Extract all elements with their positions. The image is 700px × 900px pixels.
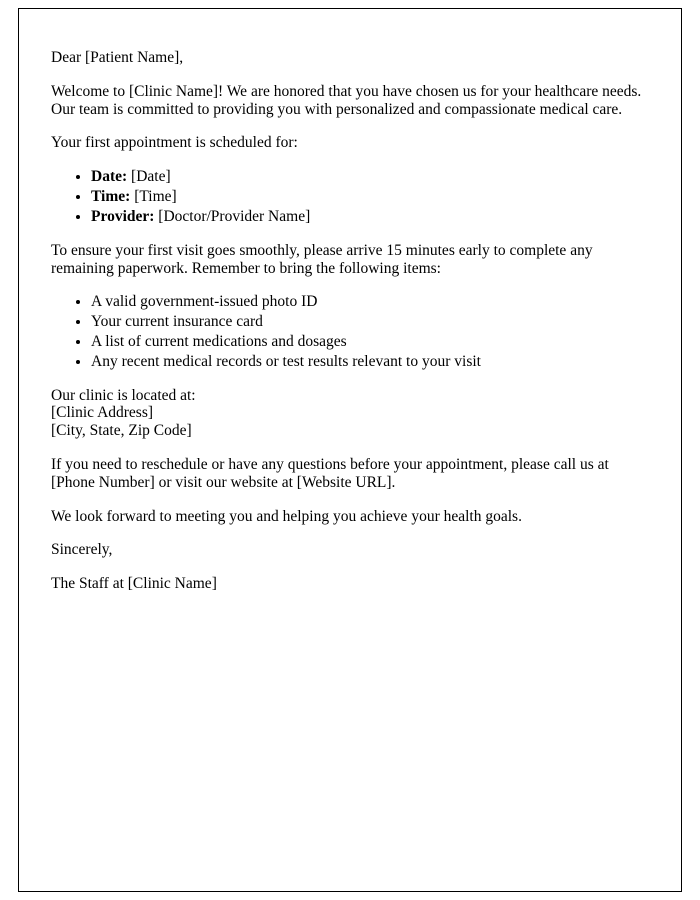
- appointment-time-item: [91, 188, 649, 206]
- items-to-bring-list: [51, 293, 649, 370]
- letter-salutation: Dear [Patient Name],: [51, 49, 184, 66]
- item-medications-list: • A list of current medications and dosages: [91, 333, 649, 351]
- appointment-intro: Your first appointment is scheduled for:: [51, 134, 298, 152]
- item-medical-records: • Any recent medical records or test results relevant to your visit: [91, 353, 649, 371]
- appointment-time-label: Time:: [91, 188, 131, 206]
- signoff: Sincerely,: [51, 541, 113, 559]
- letter-page: [18, 8, 682, 892]
- appointment-provider-item: [91, 208, 649, 226]
- appointment-date-label: Date:: [91, 168, 128, 186]
- appointment-details-list: [51, 168, 649, 225]
- reschedule-info-paragraph: If you need to reschedule or have any questions before your appointment, please call us at [Phone Number] or visit our website at [Website URL].: [51, 456, 609, 491]
- appointment-provider-value: [Doctor/Provider Name]: [158, 207, 311, 225]
- arrival-instructions-paragraph: To ensure your first visit goes smoothly, please arrive 15 minutes early to complete any remaining paperwork. Remember to bring the following items:: [51, 241, 593, 277]
- clinic-address-block: [51, 387, 649, 440]
- location-intro: Our clinic is located at:: [51, 386, 196, 404]
- closing-line-paragraph: We look forward to meeting you and helping you achieve your health goals.: [51, 507, 522, 525]
- appointment-time-value: [Time]: [134, 188, 177, 206]
- appointment-provider-label: Provider:: [91, 207, 155, 225]
- clinic-address-line: [Clinic Address]: [51, 404, 154, 422]
- item-insurance-card: • Your current insurance card: [91, 313, 649, 331]
- appointment-date-item: [91, 168, 649, 186]
- letter-body: [19, 9, 681, 641]
- clinic-city-state-zip-line: [City, State, Zip Code]: [51, 422, 192, 440]
- signature: The Staff at [Clinic Name]: [51, 575, 217, 593]
- letter-intro-paragraph: Welcome to [Clinic Name]! We are honored that you have chosen us for your healthcare needs. Our team is committed to providing you with personalized and compassionate medical care.: [51, 82, 642, 118]
- item-photo-id: • A valid government-issued photo ID: [91, 293, 649, 311]
- appointment-date-value: [Date]: [131, 168, 171, 186]
